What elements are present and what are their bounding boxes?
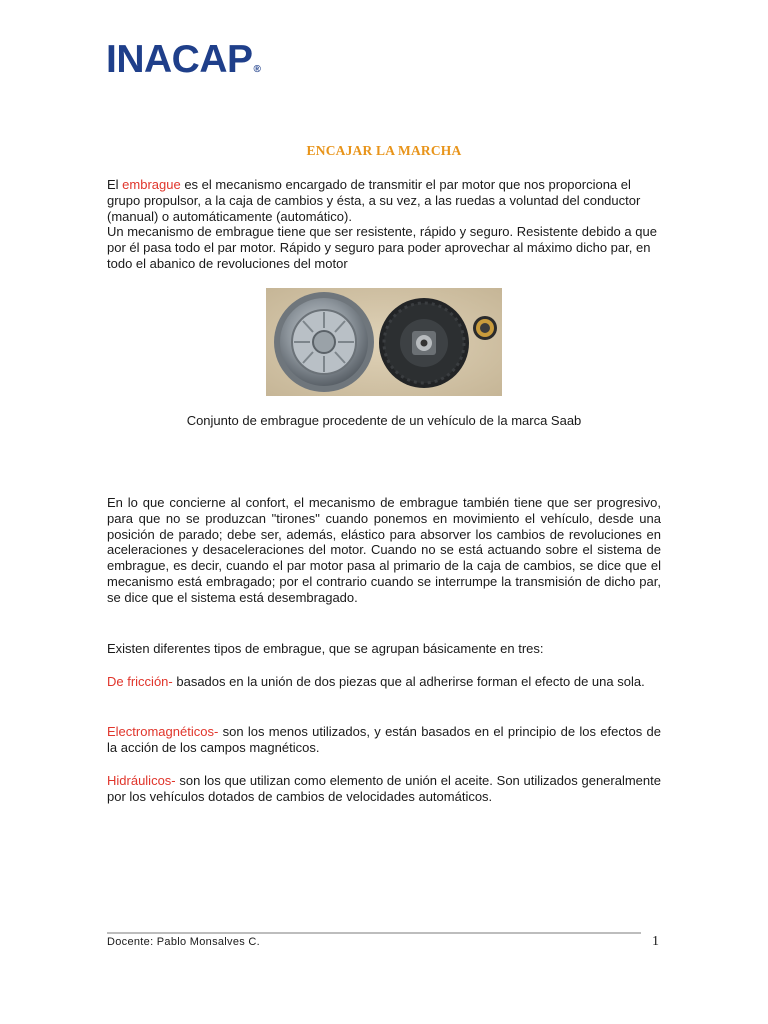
type-term: Electromagnéticos- — [107, 724, 219, 739]
type-text: son los menos utilizados, y están basados en el principio de los efectos de la acción de los campos magnéticos. — [107, 724, 661, 755]
pressure-plate — [274, 292, 374, 392]
footer-author: Docente: Pablo Monsalves C. — [107, 936, 261, 948]
intro-paragraph — [107, 177, 661, 272]
page-number: 1 — [652, 934, 659, 949]
type-text: son los que utilizan como elemento de unión el aceite. Son utilizados generalmente por los vehículos dotados de cambios de velocidades automáticos. — [107, 773, 661, 804]
figure-caption: Conjunto de embrague procedente de un vehículo de la marca Saab — [186, 413, 582, 428]
intro-rest: es el mecanismo encargado de transmitir el par motor que nos proporciona el grupo propulsor, a la caja de cambios y ésta, a su vez, a las ruedas a voluntad del conductor (manual) o automáticamente (automático). — [107, 177, 641, 224]
logo-text: INACAP — [106, 38, 253, 81]
clutch-kit-photo — [266, 288, 502, 396]
term-embrague: embrague — [122, 177, 181, 192]
types-intro: Existen diferentes tipos de embrague, que se agrupan básicamente en tres: — [107, 641, 544, 656]
type-hydraulic — [107, 773, 661, 805]
comfort-paragraph: En lo que concierne al confort, el mecanismo de embrague también tiene que ser progresivo, para que no se produzcan "tirones" cuando ponemos en movimiento el vehículo, desde una posición de parado; debe ser, además, elástico para absorver los cambios de revoluciones en aceleraciones y desaceleraciones del motor. Cuando no se está actuando sobre el sistema de embrague, es decir, cuando el par motor pasa al primario de la caja de cambios, se dice que el mecanismo está embragado; por el contrario cuando se interrumpe la transmisión de dicho par, se dice que el sistema está desembragado. — [107, 495, 661, 605]
inacap-logo — [106, 40, 260, 79]
footer-divider — [107, 932, 641, 934]
clutch-disc — [379, 298, 469, 388]
registered-mark: ® — [253, 64, 261, 75]
type-term: De fricción- — [107, 674, 173, 689]
type-term: Hidráulicos- — [107, 773, 176, 788]
intro-lead: El — [107, 177, 123, 192]
type-friction — [107, 674, 661, 690]
release-bearing — [473, 316, 497, 340]
document-title: ENCAJAR LA MARCHA — [306, 143, 462, 158]
intro-line2: Un mecanismo de embrague tiene que ser resistente, rápido y seguro. Resistente debido a que por él pasa todo el par motor. Rápido y seguro para poder aprovechar al máximo dicho par, en todo el abanico de revoluciones del motor — [107, 224, 657, 271]
type-electromagnetic — [107, 724, 661, 756]
type-text: basados en la unión de dos piezas que al adherirse forman el efecto de una sola. — [172, 674, 645, 689]
